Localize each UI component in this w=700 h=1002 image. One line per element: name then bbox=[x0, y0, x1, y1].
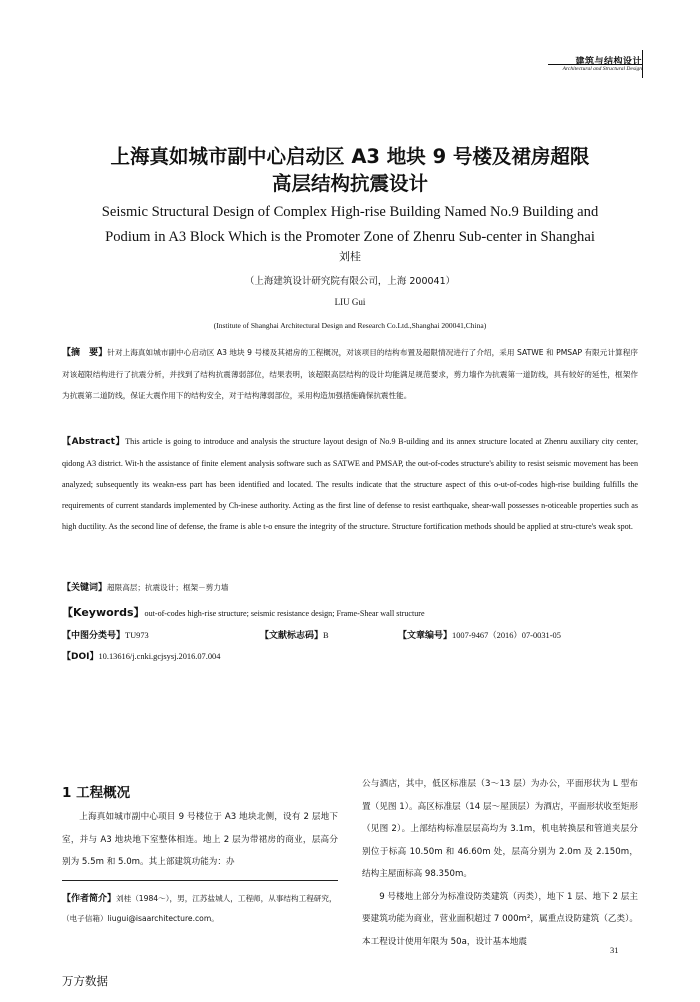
affiliation-cn: （上海建筑设计研究院有限公司，上海 200041） bbox=[244, 276, 456, 287]
abstract-en-text: This article is going to introduce and analysis the structure layout design of No.9 B-uilding and its annex structure located at Zhenru auxiliary city center, qidong A3 district. Wit-h the assistance of finite element analysis software such as SATWE and PMSAP, the out-of-codes structure's ability to resist seismic movement has been analyzed; subsequently its weakn-ess part has been identified and located. The results indicate that the structure aspect of this o-ut-of-codes high-rise building fulfills the requirements of current standards implemented by Ch-inese authority. Acting as the first line of defense to resist earthquake, shear-wall possesses n-oticeable properties such as high ductility. As the second line of defense, the frame is able t-o ensure the integrity of the structure. Structure fortification methods should be applied at stru-cture's weak spot. bbox=[62, 437, 639, 531]
keywords-cn-label: 【关键词】 bbox=[62, 583, 108, 593]
footnote-label: 【作者简介】 bbox=[62, 894, 117, 904]
document-code: 【文献标志码】B bbox=[260, 631, 329, 641]
clc-number: 【中图分类号】TU973 bbox=[62, 631, 149, 641]
paper-title-cn bbox=[40, 143, 660, 197]
abstract-en bbox=[62, 431, 638, 537]
journal-name-cn: 建筑与结构设计 bbox=[575, 57, 642, 67]
abstract-en-label: 【Abstract】 bbox=[62, 437, 126, 447]
title-en-line2: Podium in A3 Block Which is the Promoter Zone of Zhenru Sub-center in Shanghai bbox=[105, 229, 595, 245]
keywords-en bbox=[62, 604, 638, 620]
author-name-cn: 刘桂 bbox=[339, 250, 361, 263]
doi-label: 【DOI】 bbox=[62, 652, 99, 662]
left-column-text bbox=[62, 806, 338, 874]
header-rule-vertical bbox=[642, 50, 643, 78]
watermark: 万方数据 bbox=[62, 974, 108, 988]
doi-value: 10.13616/j.cnki.gcjsysj.2016.07.004 bbox=[98, 652, 221, 661]
keywords-en-text: out-of-codes high-rise structure; seismic resistance design; Frame-Shear wall structure bbox=[144, 609, 425, 618]
keywords-cn bbox=[62, 580, 638, 593]
footnote-text: 刘桂（1984～），男，江苏盐城人，工程师，从事结构工程研究，（电子信箱）liugui@isaarchitecture.com。 bbox=[62, 894, 337, 923]
keywords-cn-text: 超限高层；抗震设计；框架－剪力墙 bbox=[107, 583, 229, 592]
journal-name-en: Architectural and Structural Design bbox=[562, 66, 642, 72]
paragraph: 9 号楼地上部分为标准设防类建筑（丙类），地下 1 层、地下 2 层主要建筑功能为商业，营业面积超过 7 000m²，属重点设防建筑（乙类）。本工程设计使用年限为 50a，设计基本地震 bbox=[362, 891, 638, 947]
page-number: 31 bbox=[610, 945, 619, 955]
article-id: 【文章编号】1007-9467（2016）07-0031-05 bbox=[398, 631, 561, 641]
abstract-cn bbox=[62, 342, 638, 406]
right-column-text bbox=[362, 773, 638, 953]
title-cn-line1: 上海真如城市副中心启动区 A3 地块 9 号楼及裙房超限 bbox=[110, 145, 590, 168]
footnote-rule bbox=[62, 880, 338, 881]
title-cn-line2: 高层结构抗震设计 bbox=[271, 172, 428, 195]
abstract-cn-label: 【摘 要】 bbox=[62, 348, 108, 358]
title-en-line1: Seismic Structural Design of Complex High-rise Building Named No.9 Building and bbox=[101, 204, 599, 220]
author-footnote bbox=[62, 889, 338, 929]
doi-line bbox=[62, 649, 638, 662]
paper-title-en bbox=[40, 200, 660, 250]
keywords-en-label: 【Keywords】 bbox=[62, 606, 145, 619]
abstract-cn-text: 针对上海真如城市副中心启动区 A3 地块 9 号楼及其裙房的工程概况，对该项目的结构布置及超限情况进行了介绍，采用 SATWE 和 PMSAP 有限元计算程序对该超限结构进行了抗震分析，并找到了结构抗震薄弱部位，结果表明，该超限高层结构的设计均能满足规范要求，剪力墙作为抗震第一道防线，具有较好的延性，框架作为抗震第二道防线，保证大震作用下的结构安全，对于结构薄弱部位，采用构造加强措施确保抗震性能。 bbox=[62, 348, 638, 400]
section-heading: 1 工程概况 bbox=[62, 785, 131, 801]
author-name-en: LIU Gui bbox=[334, 297, 366, 307]
paragraph: 公与酒店，其中，低区标准层（3～13 层）为办公，平面形状为 L 型布置（见图 1）。高区标准层（14 层～屋顶层）为酒店，平面形状收至矩形（见图 2）。上部结构标准层层高均为 3.1m，机电转换层和管道夹层分别位于标高 10.50m 和 46.60m 处，层高分别为 2.0m 及 2.150m，结构主屋面标高 98.350m。 bbox=[362, 779, 638, 879]
affiliation-en: (Institute of Shanghai Architectural Design and Research Co.Ltd.,Shanghai 200041,China) bbox=[213, 321, 487, 330]
paragraph: 上海真如城市副中心项目 9 号楼位于 A3 地块北侧，设有 2 层地下室，并与 A3 地块地下室整体相连。地上 2 层为带裙房的商业，层高分别为 5.5m 和 5.0m。其上部建筑功能为：办 bbox=[62, 812, 338, 867]
